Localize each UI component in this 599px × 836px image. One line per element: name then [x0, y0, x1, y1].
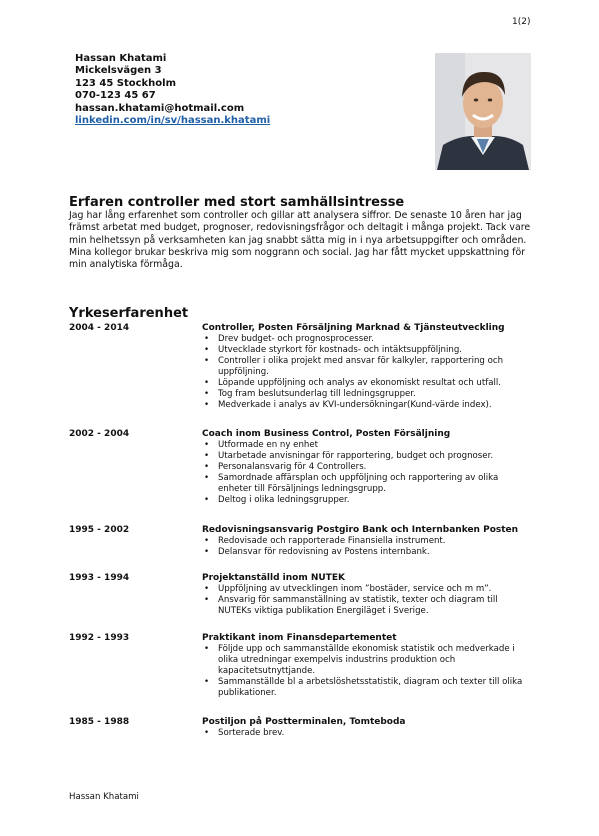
job-bullet: • Sorterade brev. — [202, 728, 532, 739]
job-bullets — [202, 584, 532, 617]
page-number: 1(2) — [512, 17, 531, 27]
job-dates: 1995 - 2002 — [69, 525, 130, 535]
job-bullets — [202, 728, 532, 739]
contact-name: Hassan Khatami — [75, 53, 167, 64]
job-dates: 1985 - 1988 — [69, 717, 130, 727]
job-bullet: • Sammanställde bl a arbetslöshetsstatistik, diagram och texter till olika publikationer. — [202, 677, 532, 699]
job-bullet: • Utformade en ny enhet — [202, 440, 532, 451]
job-bullet: • Utarbetade anvisningar för rapportering, budget och prognoser. — [202, 451, 532, 462]
job-bullet: • Uppföljning av utvecklingen inom ”bostäder, service och m m”. — [202, 584, 532, 595]
contact-street: Mickelsvägen 3 — [75, 65, 162, 77]
job-bullets — [202, 334, 532, 411]
section-title-experience: Yrkeserfarenhet — [69, 306, 189, 321]
headline: Erfaren controller med stort samhällsintresse — [69, 195, 405, 210]
job-bullet: • Delansvar för redovisning av Postens internbank. — [202, 547, 532, 558]
summary-paragraph: Jag har lång erfarenhet som controller och gillar att analysera siffror. De senaste 10 åren har jag främst arbetat med budget, prognoser, redovisningsfrågor och deltagit i många projekt. Tack vare min helhetssyn på verksamheten kan jag snabbt sätta mig in i nya arbetsuppgifter och områden. Mina kollegor brukar beskriva mig som noggrann och social. Jag har fått mycket uppskattning för min analytiska förmåga. — [69, 210, 531, 271]
job-title: Controller, Posten Försäljning Marknad & Tjänsteutveckling — [202, 323, 505, 333]
job-title: Redovisningsansvarig Postgiro Bank och Internbanken Posten — [202, 525, 519, 535]
job-bullet: • Personalansvarig för 4 Controllers. — [202, 462, 532, 473]
contact-phone: 070-123 45 67 — [75, 90, 156, 102]
job-dates: 1992 - 1993 — [69, 633, 130, 643]
job-bullet: • Drev budget- och prognosprocesser. — [202, 334, 532, 345]
job-bullet: • Controller i olika projekt med ansvar för kalkyler, rapportering och uppföljning. — [202, 356, 532, 378]
job-bullet: • Utvecklade styrkort för kostnads- och intäktsuppföljning. — [202, 345, 532, 356]
job-title: Projektanställd inom NUTEK — [202, 573, 345, 583]
job-title: Praktikant inom Finansdepartementet — [202, 633, 397, 643]
job-dates: 1993 - 1994 — [69, 573, 130, 583]
linkedin-link[interactable]: linkedin.com/in/sv/hassan.khatami — [75, 115, 271, 127]
job-dates: 2002 - 2004 — [69, 429, 130, 439]
contact-city: 123 45 Stockholm — [75, 77, 177, 89]
job-bullets — [202, 536, 532, 558]
job-bullets — [202, 644, 532, 699]
job-bullet: • Ansvarig för sammanställning av statistik, texter och diagram till NUTEKs viktiga publikation Energiläget i Sverige. — [202, 595, 532, 617]
job-bullet: • Medverkade i analys av KVI-undersökningar(Kund-värde index). — [202, 400, 532, 411]
job-bullet: • Samordnade affärsplan och uppföljning och rapportering av olika enheter till Försäljnings ledningsgrupp. — [202, 473, 532, 495]
job-bullet: • Redovisade och rapporterade Finansiella instrument. — [202, 536, 532, 547]
job-bullet: • Tog fram beslutsunderlag till ledningsgrupper. — [202, 389, 532, 400]
job-bullet: • Deltog i olika ledningsgrupper. — [202, 495, 532, 506]
job-bullet: • Löpande uppföljning och analys av ekonomiskt resultat och utfall. — [202, 378, 532, 389]
job-title: Postiljon på Postterminalen, Tomteboda — [202, 717, 406, 727]
footer-name: Hassan Khatami — [69, 792, 139, 802]
contact-email: hassan.khatami@hotmail.com — [75, 102, 245, 114]
job-bullets — [202, 440, 532, 506]
contact-block — [75, 53, 270, 127]
job-bullet: • Följde upp och sammanställde ekonomisk statistik och medverkade i olika utredningar exempelvis industrins produktion och kapacitetsutnyttjande. — [202, 644, 532, 677]
profile-photo — [435, 53, 531, 170]
job-dates: 2004 - 2014 — [69, 323, 130, 333]
portrait-image — [435, 53, 531, 170]
job-title: Coach inom Business Control, Posten Försäljning — [202, 429, 451, 439]
